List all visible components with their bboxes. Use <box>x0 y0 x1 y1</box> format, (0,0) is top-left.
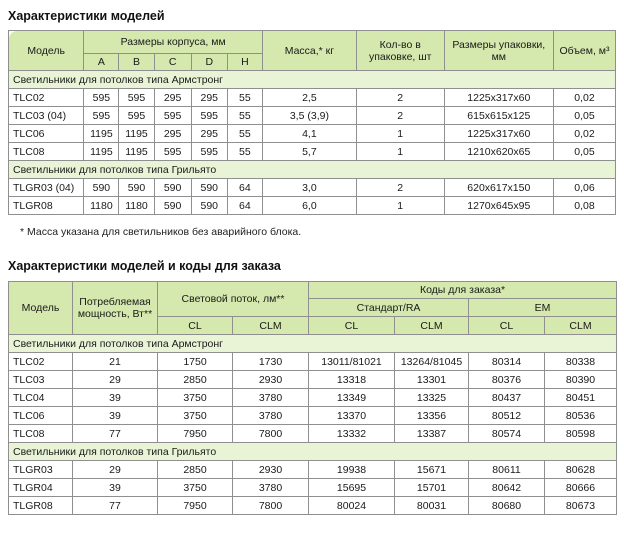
header-em: EM <box>469 299 617 317</box>
header-dim-h: H <box>227 54 262 71</box>
table-cell: 2850 <box>158 461 233 479</box>
table-row <box>9 407 617 425</box>
table-cell: 80666 <box>545 479 617 497</box>
table-cell: 590 <box>191 179 227 197</box>
table-cell: 80024 <box>309 497 395 515</box>
table-row <box>9 125 616 143</box>
table-cell: 13011/81021 <box>309 353 395 371</box>
table-cell: 80512 <box>469 407 545 425</box>
model-cell: TLGR03 <box>9 461 73 479</box>
table-cell: 80642 <box>469 479 545 497</box>
table-cell: 64 <box>227 197 262 215</box>
table-cell: 80451 <box>545 389 617 407</box>
table-cell: 595 <box>191 107 227 125</box>
section-label: Светильники для потолков типа Армстронг <box>9 335 617 353</box>
table-cell: 13264/81045 <box>395 353 469 371</box>
table-cell: 1 <box>356 197 444 215</box>
table-cell: 55 <box>227 143 262 161</box>
table-cell: 55 <box>227 107 262 125</box>
table-row <box>9 389 617 407</box>
model-cell: TLGR08 <box>9 197 84 215</box>
table-cell: 295 <box>191 125 227 143</box>
model-cell: TLC06 <box>9 125 84 143</box>
table-cell: 80611 <box>469 461 545 479</box>
table-cell: 13370 <box>309 407 395 425</box>
table-cell: 3780 <box>233 479 309 497</box>
table-row <box>9 371 617 389</box>
header-em-clm: CLM <box>545 317 617 335</box>
table-cell: 0,06 <box>554 179 616 197</box>
table-cell: 55 <box>227 125 262 143</box>
table-row <box>9 179 616 197</box>
table-cell: 2 <box>356 107 444 125</box>
table-cell: 80390 <box>545 371 617 389</box>
table-cell: 39 <box>73 479 158 497</box>
table-cell: 595 <box>84 107 119 125</box>
header-em-cl: CL <box>469 317 545 335</box>
table-cell: 7800 <box>233 425 309 443</box>
table-cell: 77 <box>73 497 158 515</box>
table-row <box>9 497 617 515</box>
table-cell: 15701 <box>395 479 469 497</box>
mass-footnote: * Масса указана для светильников без аварийного блока. <box>20 226 302 238</box>
table-cell: 13318 <box>309 371 395 389</box>
table-cell: 595 <box>119 89 154 107</box>
table-cell: 595 <box>154 143 191 161</box>
table-cell: 2 <box>356 179 444 197</box>
table-cell: 1730 <box>233 353 309 371</box>
table-cell: 0,05 <box>554 107 616 125</box>
model-cell: TLC08 <box>9 425 73 443</box>
table-cell: 29 <box>73 461 158 479</box>
header-dim-c: C <box>154 54 191 71</box>
table-cell: 80574 <box>469 425 545 443</box>
order-codes-table <box>8 281 617 515</box>
table-cell: 80628 <box>545 461 617 479</box>
section-label: Светильники для потолков типа Грильято <box>9 443 617 461</box>
table-cell: 77 <box>73 425 158 443</box>
table-cell: 615x615x125 <box>444 107 553 125</box>
section-row <box>9 443 617 461</box>
table-cell: 590 <box>154 197 191 215</box>
table-cell: 4,1 <box>262 125 356 143</box>
table-cell: 1180 <box>119 197 154 215</box>
model-characteristics-table <box>8 30 616 215</box>
table-cell: 1 <box>356 125 444 143</box>
table-cell: 13332 <box>309 425 395 443</box>
header-dimensions: Размеры корпуса, мм <box>84 31 263 54</box>
table-row <box>9 461 617 479</box>
header-standard-ra: Стандарт/RA <box>309 299 469 317</box>
table-cell: 80031 <box>395 497 469 515</box>
table-cell: 7800 <box>233 497 309 515</box>
table2-title: Характеристики моделей и коды для заказа <box>8 259 281 273</box>
table-cell: 595 <box>154 107 191 125</box>
table-cell: 295 <box>154 89 191 107</box>
table-cell: 295 <box>154 125 191 143</box>
table-cell: 3780 <box>233 407 309 425</box>
table-cell: 80598 <box>545 425 617 443</box>
table-cell: 19938 <box>309 461 395 479</box>
model-cell: TLGR04 <box>9 479 73 497</box>
table-cell: 1195 <box>84 125 119 143</box>
table-cell: 595 <box>191 143 227 161</box>
table-cell: 0,02 <box>554 89 616 107</box>
header-order-codes: Коды для заказа* <box>309 282 617 299</box>
table-cell: 80338 <box>545 353 617 371</box>
table-cell: 39 <box>73 407 158 425</box>
table-cell: 3750 <box>158 407 233 425</box>
table-cell: 1750 <box>158 353 233 371</box>
table-cell: 590 <box>191 197 227 215</box>
table-cell: 80536 <box>545 407 617 425</box>
table-cell: 2 <box>356 89 444 107</box>
table-cell: 80314 <box>469 353 545 371</box>
table-cell: 1 <box>356 143 444 161</box>
model-cell: TLGR03 (04) <box>9 179 84 197</box>
model-cell: TLC03 <box>9 371 73 389</box>
table-cell: 1270x645x95 <box>444 197 553 215</box>
table-cell: 590 <box>84 179 119 197</box>
header-model: Модель <box>9 282 73 335</box>
header-package-size: Размеры упаковки, мм <box>444 31 553 71</box>
model-cell: TLC02 <box>9 353 73 371</box>
header-mass: Масса,* кг <box>262 31 356 71</box>
table-cell: 2930 <box>233 461 309 479</box>
table-cell: 55 <box>227 89 262 107</box>
header-dim-b: B <box>119 54 154 71</box>
table-cell: 595 <box>119 107 154 125</box>
section-label: Светильники для потолков типа Грильято <box>9 161 616 179</box>
header-quantity: Кол-во в упаковке, шт <box>356 31 444 71</box>
table-cell: 80437 <box>469 389 545 407</box>
table-cell: 13301 <box>395 371 469 389</box>
table-cell: 1225x317x60 <box>444 89 553 107</box>
table-row <box>9 107 616 125</box>
table-cell: 2850 <box>158 371 233 389</box>
table-cell: 1195 <box>84 143 119 161</box>
table-cell: 595 <box>84 89 119 107</box>
table-cell: 1180 <box>84 197 119 215</box>
header-flux-cl: CL <box>158 317 233 335</box>
table1-title: Характеристики моделей <box>8 9 165 23</box>
header-model: Модель <box>9 31 84 71</box>
table-row <box>9 425 617 443</box>
model-cell: TLC04 <box>9 389 73 407</box>
table-cell: 0,05 <box>554 143 616 161</box>
table-cell: 1195 <box>119 143 154 161</box>
header-volume: Объем, м³ <box>554 31 616 71</box>
table-cell: 3,5 (3,9) <box>262 107 356 125</box>
table-row <box>9 143 616 161</box>
table-cell: 1225x317x60 <box>444 125 553 143</box>
table-cell: 13387 <box>395 425 469 443</box>
section-row <box>9 161 616 179</box>
table-row <box>9 353 617 371</box>
table-cell: 0,08 <box>554 197 616 215</box>
table-cell: 3780 <box>233 389 309 407</box>
table-cell: 29 <box>73 371 158 389</box>
table-cell: 6,0 <box>262 197 356 215</box>
table-cell: 2930 <box>233 371 309 389</box>
table-cell: 13356 <box>395 407 469 425</box>
section-label: Светильники для потолков типа Армстронг <box>9 71 616 89</box>
table-cell: 0,02 <box>554 125 616 143</box>
table-cell: 3,0 <box>262 179 356 197</box>
header-std-clm: CLM <box>395 317 469 335</box>
table-cell: 2,5 <box>262 89 356 107</box>
header-dim-a: A <box>84 54 119 71</box>
model-cell: TLC08 <box>9 143 84 161</box>
table-cell: 13325 <box>395 389 469 407</box>
table-cell: 7950 <box>158 425 233 443</box>
model-cell: TLGR08 <box>9 497 73 515</box>
table-cell: 3750 <box>158 389 233 407</box>
model-cell: TLC06 <box>9 407 73 425</box>
table-cell: 620x617x150 <box>444 179 553 197</box>
table-cell: 1195 <box>119 125 154 143</box>
header-luminous-flux: Световой поток, лм** <box>158 282 309 317</box>
section-row <box>9 71 616 89</box>
table-cell: 39 <box>73 389 158 407</box>
table-row <box>9 479 617 497</box>
header-power: Потребляемая мощность, Вт** <box>73 282 158 335</box>
table-cell: 5,7 <box>262 143 356 161</box>
table-cell: 7950 <box>158 497 233 515</box>
table-cell: 15671 <box>395 461 469 479</box>
model-cell: TLC03 (04) <box>9 107 84 125</box>
table-cell: 590 <box>119 179 154 197</box>
table-cell: 590 <box>154 179 191 197</box>
table-cell: 80680 <box>469 497 545 515</box>
table-cell: 80673 <box>545 497 617 515</box>
header-dim-d: D <box>191 54 227 71</box>
table-cell: 295 <box>191 89 227 107</box>
table-cell: 1210x620x65 <box>444 143 553 161</box>
header-flux-clm: CLM <box>233 317 309 335</box>
table-cell: 64 <box>227 179 262 197</box>
table-cell: 3750 <box>158 479 233 497</box>
model-cell: TLC02 <box>9 89 84 107</box>
table-cell: 80376 <box>469 371 545 389</box>
table-cell: 13349 <box>309 389 395 407</box>
table-cell: 15695 <box>309 479 395 497</box>
table-row <box>9 89 616 107</box>
section-row <box>9 335 617 353</box>
table-cell: 21 <box>73 353 158 371</box>
header-std-cl: CL <box>309 317 395 335</box>
table-row <box>9 197 616 215</box>
